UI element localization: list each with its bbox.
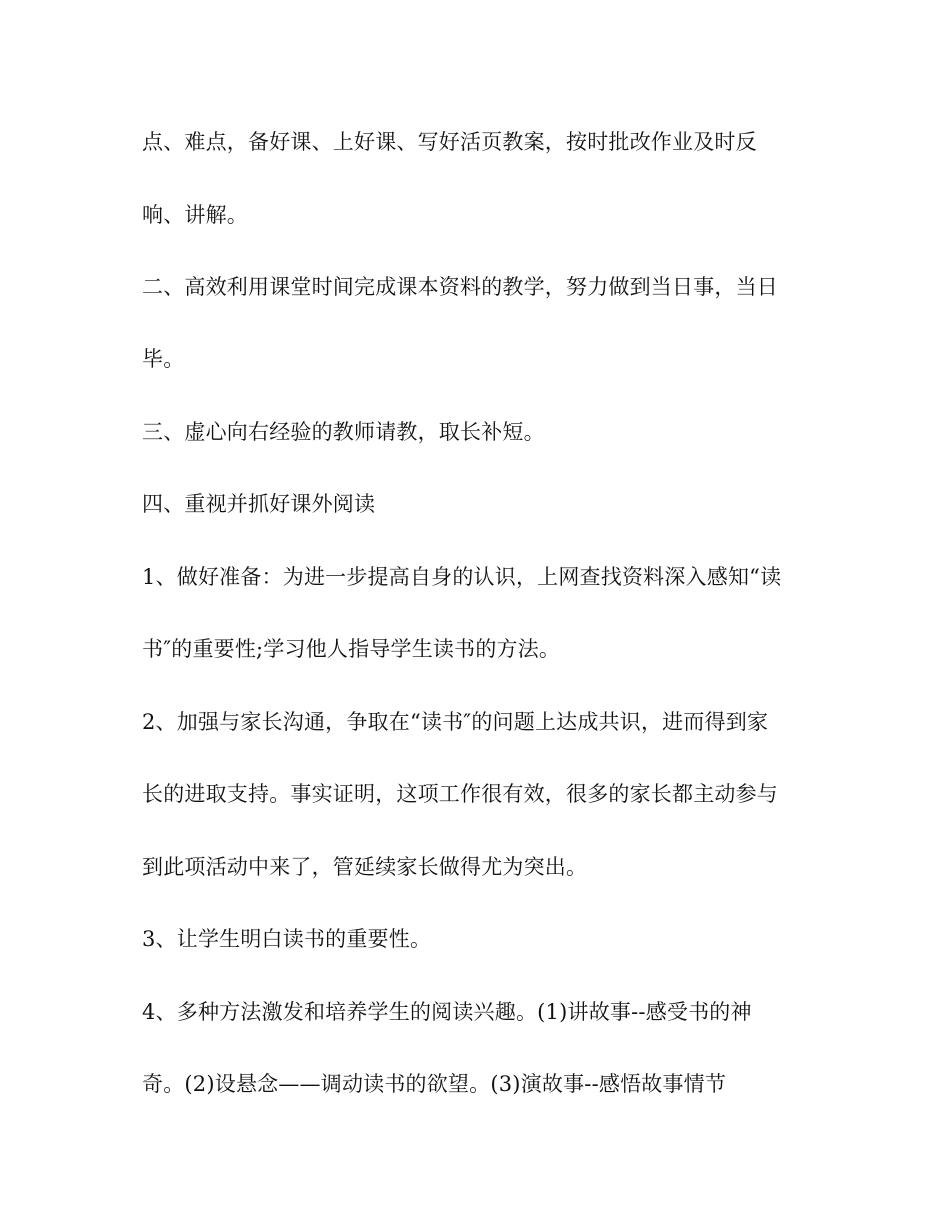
text-line: 三、虚心向右经验的教师请教，取长补短。 <box>142 420 545 444</box>
text-line: 毕。 <box>142 347 185 371</box>
text-line: 1、做好准备：为进一步提高自身的认识，上网查找资料深入感知“读 <box>142 565 782 589</box>
text-line: 到此项活动中来了，管延续家长做得尤为突出。 <box>142 855 588 879</box>
text-line: 二、高效利用课堂时间完成课本资料的教学，努力做到当日事，当日 <box>142 275 778 299</box>
text-line: 点、难点，备好课、上好课、写好活页教案，按时批改作业及时反 <box>142 130 757 154</box>
text-line: 书″的重要性;学习他人指导学生读书的方法。 <box>142 637 561 661</box>
text-line: 2、加强与家长沟通，争取在“读书″的问题上达成共识，进而得到家 <box>142 710 769 734</box>
text-line: 3、让学生明白读书的重要性。 <box>142 927 432 951</box>
text-line: 4、多种方法激发和培养学生的阅读兴趣。(1)讲故事--感受书的神 <box>142 1000 752 1024</box>
text-line: 奇。(2)设悬念——调动读书的欲望。(3)演故事--感悟故事情节 <box>142 1072 727 1096</box>
text-line: 长的进取支持。事实证明，这项工作很有效，很多的家长都主动参与 <box>142 782 778 806</box>
text-line: 响、讲解。 <box>142 203 248 227</box>
text-line: 四、重视并抓好课外阅读 <box>142 492 376 516</box>
